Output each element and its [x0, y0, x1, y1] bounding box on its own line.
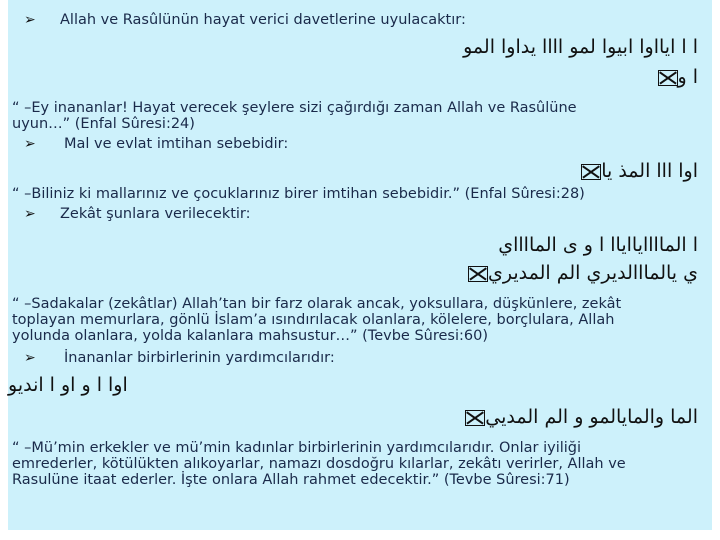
bullet-arrow-icon: ➢ [24, 350, 36, 366]
arabic-text: ا الماااايااياا ا و ى المااااي [498, 234, 698, 256]
arabic-text: الما والمايالمو و الم المديي [485, 406, 698, 428]
arabic-verse [22, 262, 698, 284]
bullet-text: Allah ve Rasûlünün hayat verici davetlerine uyulacaktır: [60, 12, 466, 28]
arabic-text: اوا ا و او ا انديو [8, 374, 128, 396]
translation-quote: “ –Mü’min erkekler ve mü’min kadınlar birbirlerinin yardımcılarıdır. Onlar iyiliği [12, 440, 582, 456]
bullet-arrow-icon: ➢ [24, 12, 36, 28]
arabic-text: اوا ااا المذ يا [601, 160, 698, 182]
translation-quote: “ –Sadakalar (zekâtlar) Allah’tan bir farz olarak ancak, yoksullara, düşkünlere, zekât [12, 296, 622, 312]
translation-quote: emrederler, kötülükten alıkoyarlar, namazı dosdoğru kılarlar, zekâtı verirler, Allah ve [12, 456, 626, 472]
translation-quote: Rasulüne itaat ederler. İşte onlara Allah rahmet edecektir.” (Tevbe Sûresi:71) [12, 472, 570, 488]
bullet-arrow-icon: ➢ [24, 206, 36, 222]
arabic-verse [22, 234, 698, 256]
bullet-item [24, 350, 712, 366]
verse-end-mark-icon [465, 410, 485, 426]
bullet-text: İnananlar birbirlerinin yardımcılarıdır: [64, 350, 335, 366]
bullet-item [24, 136, 712, 152]
bullet-item [24, 12, 712, 28]
arabic-verse [22, 66, 698, 88]
bullet-item [24, 206, 712, 222]
arabic-verse [22, 406, 698, 428]
verse-end-mark-icon [581, 164, 601, 180]
arabic-text: ا و [677, 66, 698, 88]
arabic-verse [22, 36, 698, 58]
translation-quote: toplayan memurlara, gönlü İslam’a ısındırılacak olanlara, kölelere, borçlulara, Allah [12, 312, 615, 328]
arabic-text: ا ا ايااوا ابيوا لمو اااا يداوا المو [463, 36, 698, 58]
arabic-text: ي يالمااالديري الم المديري [488, 262, 698, 284]
bullet-text: Mal ve evlat imtihan sebebidir: [64, 136, 289, 152]
slide [8, 0, 712, 530]
verse-end-mark-icon [468, 266, 488, 282]
arabic-verse [8, 374, 698, 396]
translation-quote: “ –Biliniz ki mallarınız ve çocuklarınız birer imtihan sebebidir.” (Enfal Sûresi:28) [12, 186, 585, 202]
translation-quote: “ –Ey inananlar! Hayat verecek şeylere sizi çağırdığı zaman Allah ve Rasûlüne [12, 100, 577, 116]
bullet-text: Zekât şunlara verilecektir: [60, 206, 251, 222]
translation-quote: uyun…” (Enfal Sûresi:24) [12, 116, 195, 132]
verse-end-mark-icon [658, 70, 678, 86]
bullet-arrow-icon: ➢ [24, 136, 36, 152]
translation-quote: yolunda olanlara, yolda kalanlara mahsustur…” (Tevbe Sûresi:60) [12, 328, 488, 344]
arabic-verse [22, 160, 698, 182]
